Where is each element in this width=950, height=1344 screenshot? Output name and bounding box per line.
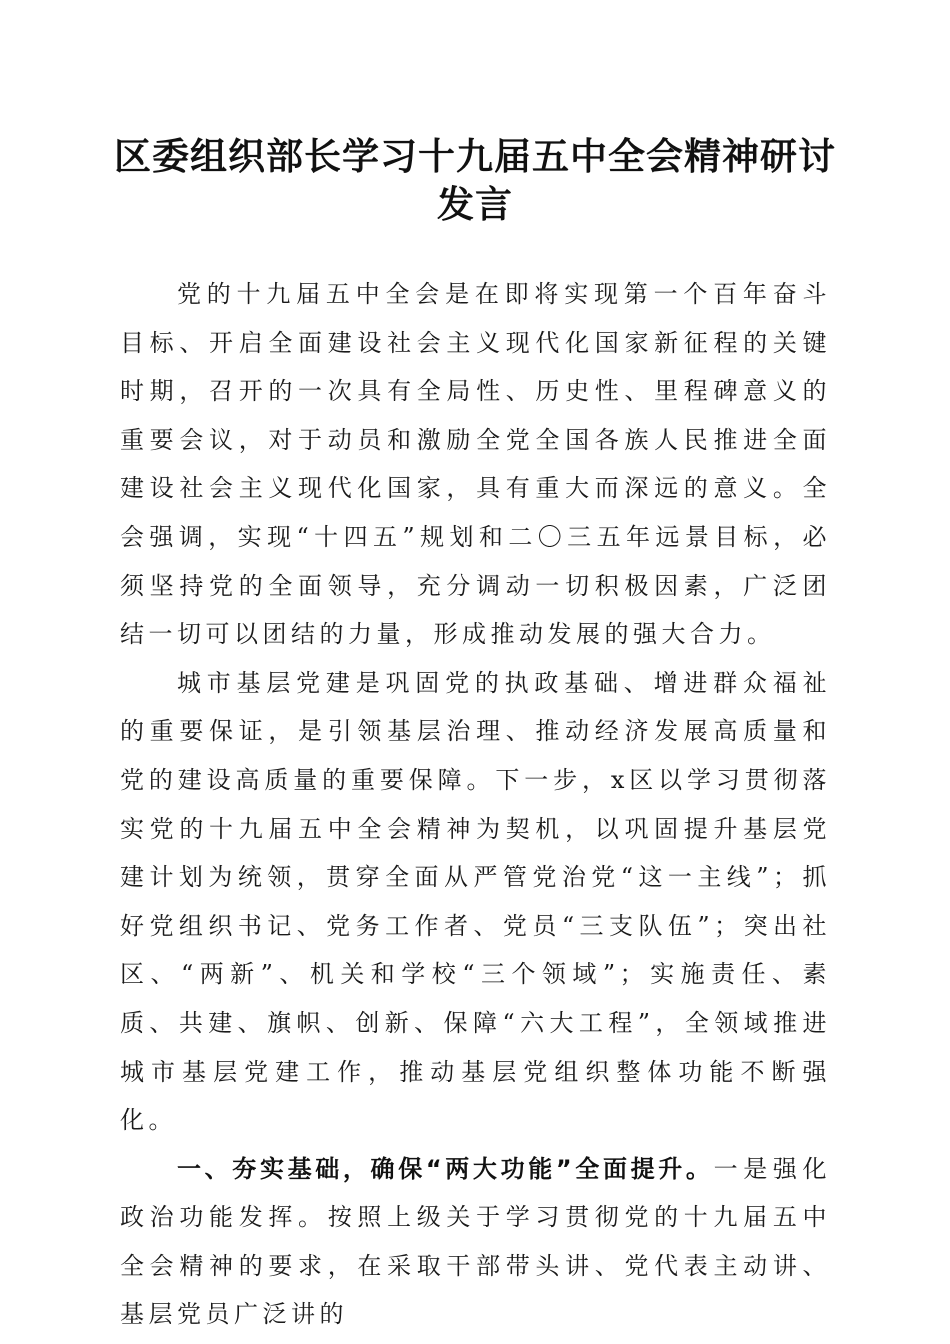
paragraph-1 — [120, 270, 831, 659]
document-body — [120, 270, 831, 1339]
paragraph-2 — [120, 659, 831, 1145]
paragraph-3-text: 一是强化政治功能发挥。按照上级关于学习贯彻党的十九届五中全会精神的要求，在采取干部带头讲、党代表主动讲、基层党员广泛讲的 — [120, 1154, 832, 1329]
paragraph-1-text: 党的十九届五中全会是在即将实现第一个百年奋斗目标、开启全面建设社会主义现代化国家新征程的关键时期，召开的一次具有全局性、历史性、里程碑意义的重要会议，对于动员和激励全党全国各族人民推进全面建设社会主义现代化国家，具有重大而深远的意义。全会强调，实现“十四五”规划和二〇三五年远景目标，必须坚持党的全面领导，充分调动一切积极因素，广泛团结一切可以团结的力量，形成推动发展的强大合力。 — [120, 280, 831, 649]
section-heading-1: 一、夯实基础，确保“两大功能”全面提升。 — [177, 1154, 714, 1183]
paragraph-2-text: 城市基层党建是巩固党的执政基础、增进群众福祉的重要保证，是引领基层治理、推动经济发展高质量和党的建设高质量的重要保障。下一步，x区以学习贯彻落实党的十九届五中全会精神为契机，以巩固提升基层党建计划为统领，贯穿全面从严管党治党“这一主线”；抓好党组织书记、党务工作者、党员“三支队伍”；突出社区、“两新”、机关和学校“三个领域”；实施责任、素质、共建、旗帜、创新、保障“六大工程”，全领域推进城市基层党建工作，推动基层党组织整体功能不断强化。 — [120, 668, 831, 1135]
paragraph-3 — [120, 1145, 831, 1339]
document-title: 区委组织部长学习十九届五中全会精神研讨发言 — [114, 134, 836, 226]
